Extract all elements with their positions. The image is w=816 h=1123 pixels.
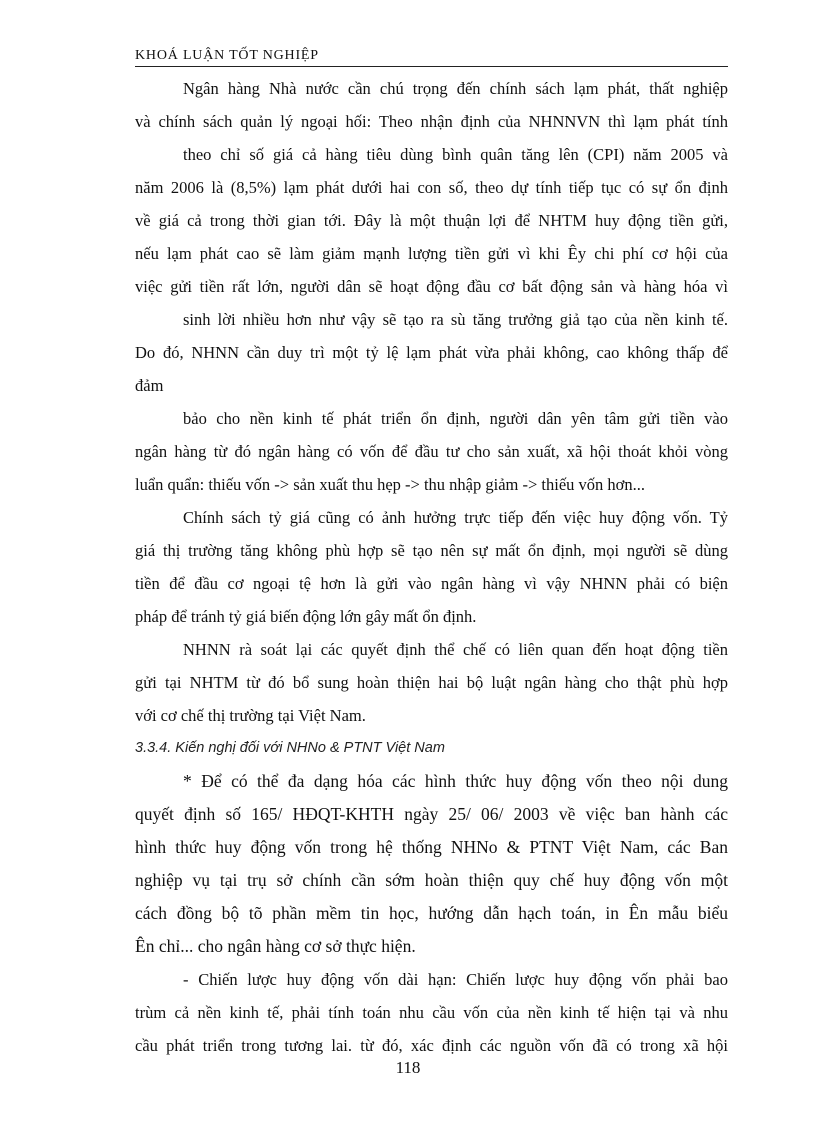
- paragraph-block-2: [135, 765, 728, 963]
- text-line: Ngân hàng Nhà nước cần chú trọng đến chính sách lạm phát, thất nghiệp: [183, 79, 728, 98]
- text-line: gửi tại NHTM từ đó bổ sung hoàn thiện hai bộ luật ngân hàng cho thật phù hợp: [135, 673, 728, 692]
- text-line: tiền để đầu cơ ngoại tệ hơn là gửi vào ngân hàng vì vậy NHNN phải có biện: [135, 574, 728, 593]
- text-line: pháp để tránh tỷ giá biến động lớn gây mất ổn định.: [135, 607, 477, 626]
- text-line: Do đó, NHNN cần duy trì một tỷ lệ lạm phát vừa phải không, cao không thấp để: [135, 343, 728, 362]
- text-line: * Để có thể đa dạng hóa các hình thức huy động vốn theo nội dung: [183, 771, 728, 791]
- document-body: [135, 72, 728, 1062]
- text-line: năm 2006 là (8,5%) lạm phát dưới hai con số, theo dự tính tiếp tục có sự ổn định: [135, 178, 728, 197]
- text-line: bảo cho nền kinh tế phát triển ổn định, người dân yên tâm gửi tiền vào: [183, 409, 728, 428]
- text-line: sinh lời nhiều hơn như vậy sẽ tạo ra sù tăng trưởng giả tạo của nền kinh tế.: [183, 310, 728, 329]
- paragraph-block-1: [135, 72, 728, 732]
- text-line: quyết định số 165/ HĐQT-KHTH ngày 25/ 06/ 2003 về việc ban hành các: [135, 804, 728, 824]
- running-header: KHOÁ LUẬN TỐT NGHIỆP: [135, 48, 728, 67]
- page-number: 118: [395, 1058, 421, 1077]
- text-line: Chính sách tỷ giá cũng có ảnh hưởng trực tiếp đến việc huy động vốn. Tỷ: [183, 508, 728, 527]
- text-line: NHNN rà soát lại các quyết định thể chế có liên quan đến hoạt động tiền: [183, 640, 728, 659]
- text-line: việc gửi tiền rất lớn, người dân sẽ hoạt động đầu cơ bất động sản và hàng hóa vì: [135, 277, 728, 296]
- text-line: ngân hàng từ đó ngân hàng có vốn để đầu tư cho sản xuất, xã hội thoát khỏi vòng: [135, 442, 728, 461]
- text-line: trùm cả nền kinh tế, phải tính toán nhu cầu vốn của nền kinh tế hiện tại và nhu: [135, 1003, 728, 1022]
- text-line: - Chiến lược huy động vốn dài hạn: Chiến lược huy động vốn phải bao: [183, 970, 728, 989]
- text-line: nếu lạm phát cao sẽ làm giảm mạnh lượng tiền gửi vì khi Êy chi phí cơ hội của: [135, 244, 728, 263]
- text-line: hình thức huy động vốn trong hệ thống NHNo & PTNT Việt Nam, các Ban: [135, 837, 728, 857]
- paragraph-block-3: [135, 963, 728, 1062]
- text-line: giá thị trường tăng không phù hợp sẽ tạo nên sự mất ổn định, mọi người sẽ dùng: [135, 541, 728, 560]
- text-line: Ên chỉ... cho ngân hàng cơ sở thực hiện.: [135, 936, 416, 956]
- text-line: và chính sách quản lý ngoại hối: Theo nhận định của NHNNVN thì lạm phát tính: [135, 112, 728, 131]
- text-line: cách đồng bộ tõ phần mềm tin học, hướng dẫn hạch toán, in Ên mẫu biểu: [135, 903, 728, 923]
- text-line: cầu phát triển trong tương lai. từ đó, xác định các nguồn vốn đã có trong xã hội: [135, 1036, 728, 1055]
- text-line: nghiệp vụ tại trụ sở chính cần sớm hoàn thiện quy chế huy động vốn một: [135, 870, 728, 890]
- section-heading: 3.3.4. Kiến nghị đối với NHNo & PTNT Việt Nam: [135, 740, 445, 756]
- text-line: luẩn quẩn: thiếu vốn -> sản xuất thu hẹp -> thu nhập giảm -> thiếu vốn hơn...: [135, 475, 646, 494]
- text-line: với cơ chế thị trường tại Việt Nam.: [135, 706, 366, 725]
- text-line: đảm: [135, 376, 164, 395]
- text-line: về giá cả trong thời gian tới. Đây là một thuận lợi để NHTM huy động tiền gửi,: [135, 211, 728, 230]
- text-line: theo chỉ số giá cả hàng tiêu dùng bình quân tăng lên (CPI) năm 2005 và: [183, 145, 728, 164]
